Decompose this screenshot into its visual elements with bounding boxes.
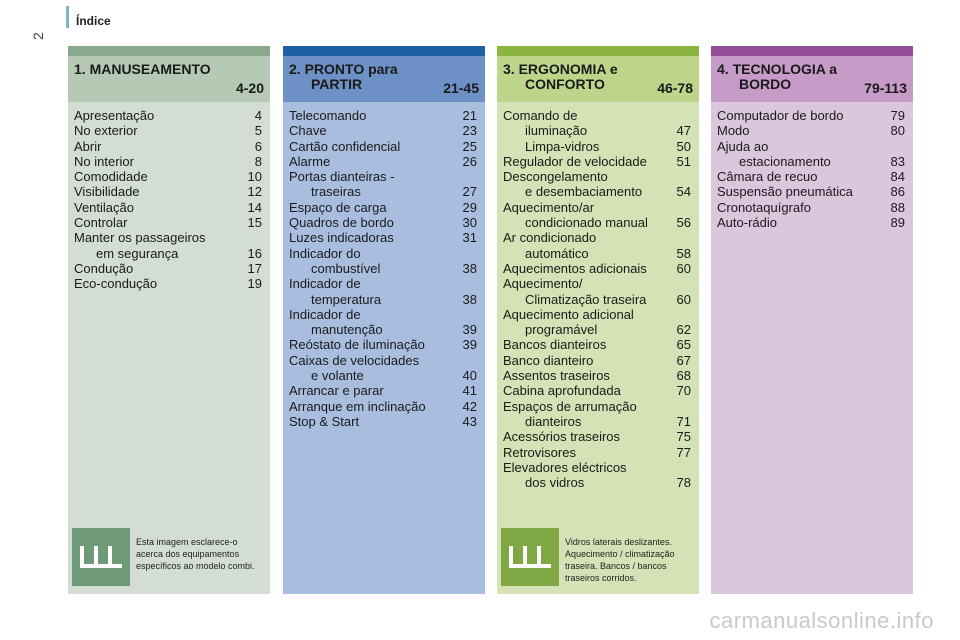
toc-entry[interactable] [289,215,479,230]
toc-entry-page: 8 [254,153,262,169]
toc-entry-page: 26 [462,153,477,169]
section-title-line2: PARTIR [311,76,363,92]
toc-entry-page: 43 [462,413,477,429]
toc-entry-page: 89 [890,215,905,231]
section-color-strip [497,46,699,56]
section-4-column [711,46,913,594]
toc-entry[interactable] [503,337,693,352]
toc-entry[interactable] [74,154,264,169]
section-body [68,102,270,594]
toc-entry[interactable] [503,429,693,444]
toc-entry-page: 56 [676,215,691,231]
section-page-range: 46-78 [657,80,693,96]
toc-entry-page: 23 [462,123,477,139]
toc-entry[interactable] [289,276,479,307]
toc-entry-label: Alarme [289,153,331,169]
toc-entry-label: Espaços de arrumação [503,398,637,414]
toc-entry-page: 70 [676,383,691,399]
toc-entry-label: Apresentação [74,108,155,123]
toc-entry-page: 29 [462,199,477,215]
toc-entry-page: 86 [890,184,905,200]
toc-entry[interactable] [717,200,907,215]
toc-entry-label: Cabina aprofundada [503,383,621,399]
toc-entry-label: Reóstato de iluminação [289,337,425,353]
toc-entry[interactable] [74,169,264,184]
toc-list [283,102,485,429]
seat-row-icon [72,528,130,586]
toc-entry-label: Aquecimentos adicionais [503,260,647,276]
section-title-line2: CONFORTO [525,76,605,92]
section-title: 4. TECNOLOGIA a [717,61,838,77]
toc-entry[interactable] [503,230,693,261]
toc-entry-label: Cartão confidencial [289,138,401,154]
toc-entry-label: Espaço de carga [289,199,387,215]
toc-entry[interactable] [503,139,693,154]
toc-entry-label: Telecomando [289,108,367,123]
toc-entry-page: 17 [247,260,262,276]
toc-entry-page: 14 [247,199,262,215]
toc-entry-label: Caixas de velocidades [289,352,420,368]
toc-entry-label: Ar condicionado [503,230,597,246]
toc-entry[interactable] [503,445,693,460]
page-number: 2 [30,32,46,40]
toc-entry-page: 16 [247,245,262,261]
toc-entry-page: 21 [462,108,477,123]
toc-entry-label: Elevadores eléctricos [503,459,627,475]
section-3-column [497,46,699,594]
note-box [497,528,699,586]
toc-entry-page: 65 [676,337,691,353]
toc-entry-label: Computador de bordo [717,108,844,123]
toc-list [68,102,270,292]
toc-entry-label: Bancos dianteiros [503,337,607,353]
toc-entry-label: Indicador de [289,276,361,292]
toc-entry-page: 80 [890,123,905,139]
toc-entry-page: 68 [676,368,691,384]
toc-entry-label: Modo [717,123,750,139]
section-title: 3. ERGONOMIA e [503,61,618,77]
toc-entry-label-continued: e desembaciamento [525,184,643,200]
section-header[interactable] [711,56,913,102]
toc-entry[interactable] [289,307,479,338]
toc-entry-page: 27 [462,184,477,200]
toc-entry-label: Acessórios traseiros [503,429,621,445]
toc-entry-page: 41 [462,383,477,399]
toc-entry[interactable] [74,123,264,138]
toc-entry[interactable] [503,460,693,491]
section-color-strip [711,46,913,56]
toc-entry-label: Manter os passageiros [74,230,206,246]
toc-entry-label-continued: automático [525,245,589,261]
toc-entry-page: 62 [676,322,691,338]
section-body [711,102,913,594]
toc-entry-label: Regulador de velocidade [503,153,647,169]
toc-entry[interactable] [289,414,479,429]
toc-entry-page: 50 [676,138,691,154]
toc-entry-page: 25 [462,138,477,154]
toc-entry-label: No interior [74,153,134,169]
toc-entry[interactable] [74,184,264,199]
toc-entry-page: 10 [247,169,262,185]
toc-entry-label: Suspensão pneumática [717,184,853,200]
toc-entry[interactable] [503,261,693,276]
toc-entry-label-continued: e volante [311,368,364,384]
toc-entry[interactable] [503,307,693,338]
toc-entry-label: Arranque em inclinação [289,398,426,414]
toc-entry-page: 83 [890,153,905,169]
toc-entry-label: Banco dianteiro [503,352,594,368]
toc-entry-label: Luzes indicadoras [289,230,394,246]
toc-entry[interactable] [74,276,264,291]
toc-entry-page: 47 [676,123,691,139]
toc-entry-label: No exterior [74,123,138,139]
section-header[interactable] [497,56,699,102]
section-page-range: 4-20 [235,80,264,96]
toc-entry-page: 39 [462,322,477,338]
section-color-strip [68,46,270,56]
section-page-range: 79-113 [864,80,907,96]
section-1-column [68,46,270,594]
toc-entry-page: 84 [890,169,905,185]
toc-entry[interactable] [74,200,264,215]
toc-entry[interactable] [289,108,479,123]
toc-entry[interactable] [503,108,693,139]
toc-entry-label: Portas dianteiras - [289,169,395,185]
section-header[interactable] [68,56,270,102]
toc-entry[interactable] [503,154,693,169]
toc-entry-page: 30 [462,215,477,231]
watermark: carmanualsonline.info [709,608,934,633]
toc-entry-label: Aquecimento/ [503,276,583,292]
toc-entry-label: Quadros de bordo [289,215,394,231]
toc-entry[interactable] [74,139,264,154]
toc-list [497,102,699,490]
toc-entry-label-continued: dos vidros [525,475,585,491]
toc-entry[interactable] [74,261,264,276]
section-title-line2: BORDO [739,76,792,92]
toc-entry-label: Auto-rádio [717,215,777,231]
toc-entry-label-continued: dianteiros [525,413,582,429]
toc-entry-label-continued: Climatização traseira [525,291,647,307]
toc-entry-page: 60 [676,291,691,307]
toc-entry-label: Indicador do [289,245,361,261]
toc-entry-page: 39 [462,337,477,353]
toc-entry-page: 78 [676,475,691,491]
toc-entry-page: 40 [462,368,477,384]
toc-entry-label: Aquecimento/ar [503,199,595,215]
toc-entry-page: 79 [890,108,905,123]
toc-entry-label: Visibilidade [74,184,140,200]
toc-entry-page: 67 [676,352,691,368]
toc-entry-page: 31 [462,230,477,246]
toc-entry[interactable] [289,200,479,215]
toc-entry[interactable] [289,353,479,384]
header-accent-bar [66,6,69,28]
toc-entry[interactable] [289,337,479,352]
toc-entry-label: Descongelamento [503,169,608,185]
toc-entry-label: Comando de [503,108,578,123]
toc-entry[interactable] [503,383,693,398]
toc-entry-page: 38 [462,260,477,276]
toc-entry-page: 12 [247,184,262,200]
toc-list [711,102,913,230]
toc-entry[interactable] [289,399,479,414]
toc-entry[interactable] [74,215,264,230]
toc-entry-page: 38 [462,291,477,307]
section-body [497,102,699,594]
toc-entry-page: 88 [890,199,905,215]
toc-entry-label-continued: em segurança [96,245,179,261]
toc-entry-page: 4 [254,108,262,123]
note-text: Esta imagem esclarece-o acerca dos equipamentos específicos ao modelo combi. [136,537,255,571]
toc-entry-label: Assentos traseiros [503,368,610,384]
toc-entry[interactable] [717,123,907,138]
toc-entry-label-continued: combustível [311,260,381,276]
toc-entry-page: 54 [676,184,691,200]
toc-entry-label: Ventilação [74,199,134,215]
toc-entry-label: Controlar [74,215,128,231]
section-title: 2. PRONTO para [289,61,398,77]
toc-entry[interactable] [289,230,479,245]
toc-entry[interactable] [503,169,693,200]
toc-entry-page: 58 [676,245,691,261]
toc-entry[interactable] [503,368,693,383]
toc-entry-label: Eco-condução [74,276,158,292]
toc-entry[interactable] [289,154,479,169]
toc-entry-label: Abrir [74,138,102,154]
toc-entry-label-continued: traseiras [311,184,361,200]
toc-entry-page: 5 [254,123,262,139]
section-body [283,102,485,594]
toc-entry-label: Retrovisores [503,444,576,460]
toc-entry-label: Chave [289,123,327,139]
note-text: Vidros laterais deslizantes. Aquecimento / climatização traseira. Bancos / bancos traseiros corridos. [565,537,675,583]
toc-entry[interactable] [717,215,907,230]
toc-entry-page: 75 [676,429,691,445]
toc-entry-label: Comodidade [74,169,148,185]
toc-entry-label-continued: manutenção [311,322,383,338]
toc-entry-label: Câmara de recuo [717,169,818,185]
section-2-column [283,46,485,594]
section-title: 1. MANUSEAMENTO [74,61,211,77]
toc-entry[interactable] [503,399,693,430]
toc-entry-page: 77 [676,444,691,460]
toc-entry-label: Ajuda ao [717,138,769,154]
toc-entry-page: 19 [247,276,262,292]
toc-entry-label: Indicador de [289,306,361,322]
toc-entry[interactable] [717,139,907,170]
toc-entry-page: 71 [676,413,691,429]
toc-entry-page: 6 [254,138,262,154]
toc-entry[interactable] [289,169,479,200]
toc-entry-label-continued: programável [525,322,598,338]
toc-entry[interactable] [717,108,907,123]
toc-entry[interactable] [503,200,693,231]
note-box [68,528,270,586]
toc-entry-label-continued: Limpa-vidros [525,138,600,154]
toc-entry[interactable] [74,108,264,123]
toc-entry-label: Cronotaquígrafo [717,199,811,215]
toc-entry-label: Condução [74,260,134,276]
section-header[interactable] [283,56,485,102]
toc-entry-page: 42 [462,398,477,414]
toc-entry[interactable] [717,169,907,184]
toc-entry-label: Stop & Start [289,413,360,429]
toc-entry-label: Aquecimento adicional [503,306,634,322]
toc-entry[interactable] [289,383,479,398]
toc-entry[interactable] [289,246,479,277]
toc-entry-label-continued: temperatura [311,291,382,307]
toc-entry[interactable] [289,123,479,138]
toc-entry-label-continued: iluminação [525,123,588,139]
toc-entry-page: 60 [676,260,691,276]
toc-entry-label: Arrancar e parar [289,383,384,399]
page-title: Índice [76,14,111,28]
toc-entry[interactable] [289,139,479,154]
section-page-range: 21-45 [443,80,479,96]
section-color-strip [283,46,485,56]
toc-entry[interactable] [74,230,264,261]
toc-entry-page: 15 [247,215,262,231]
toc-entry[interactable] [503,353,693,368]
toc-entry-label-continued: estacionamento [739,153,831,169]
toc-entry-page: 51 [676,153,691,169]
toc-entry[interactable] [503,276,693,307]
toc-entry-label-continued: condicionado manual [525,215,648,231]
seat-row-icon [501,528,559,586]
toc-entry[interactable] [717,184,907,199]
